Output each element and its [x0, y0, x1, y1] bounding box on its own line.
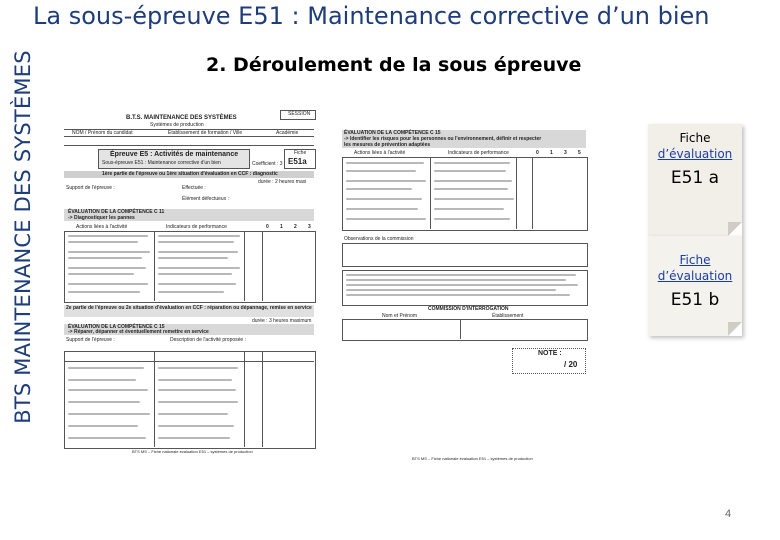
doc-a-effectuee: Effectuée : [182, 185, 206, 191]
doc-a-element: Élément défectueux : [182, 196, 229, 202]
session-label: SESSION [288, 111, 311, 117]
folded-corner [728, 322, 742, 336]
doc-b-actions: Actions liées à l'activité [354, 150, 406, 156]
doc-a-part2: 2e partie de l'épreuve ou 2e situation d'évaluation en CCF : réparation ou dépannage, remise en service [66, 305, 312, 311]
card-a-label-line2[interactable]: d’évaluation [657, 147, 733, 161]
doc-a-eval1-sub: -> Diagnostiquer les pannes [68, 215, 135, 221]
form-e51a-thumbnail [62, 105, 318, 457]
doc-b-etab: Établissement [492, 313, 524, 319]
side-title-text: BTS MAINTENANCE DES SYSTÈMES [11, 50, 35, 424]
doc-a-eval2: ÉVALUATION DE LA COMPÉTENCE C 15 [68, 324, 165, 330]
doc-a-sous-epreuve: Sous-épreuve E51 : Maintenance corrective d'un bien [102, 160, 221, 166]
doc-a-eval1: ÉVALUATION DE LA COMPÉTENCE C 11 [68, 209, 165, 215]
doc-b-eval: ÉVALUATION DE LA COMPÉTENCE C 15 [344, 130, 441, 136]
fiche-e51b-card [648, 236, 742, 336]
doc-a-fiche-code: E51a [288, 157, 307, 166]
fiche-e51a-card [648, 124, 742, 236]
doc-a-actions: Actions liées à l'activité [76, 224, 128, 230]
doc-b-eval-sub: -> Identifier les risques pour les personnes ou l'environnement, définir et respecter les mesures de prévention adaptées [344, 136, 542, 148]
doc-b-note-label: NOTE : [538, 350, 562, 357]
doc-a-duree2: durée : 3 heures maximum [252, 318, 312, 324]
card-a-code: E51 a [670, 168, 720, 188]
doc-a-col3: Académie [276, 130, 299, 136]
doc-a-support: Support de l'épreuve : [66, 185, 115, 191]
doc-a-duree1: durée : 2 heures maxi [258, 179, 307, 185]
doc-a-support2: Support de l'épreuve : [66, 337, 115, 343]
doc-b-indicateurs: Indicateurs de performance [448, 150, 509, 156]
doc-b-score-0: 0 [536, 150, 539, 156]
doc-a-header-sub: Systèmes de production [150, 122, 204, 128]
doc-b-footer: BTS MS – Fiche nationale évaluation E51 – systèmes de production [412, 456, 533, 461]
card-b-code: E51 b [670, 290, 720, 310]
doc-a-eval2-sub: -> Réparer, dépanner et éventuellement remettre en service [68, 329, 209, 335]
doc-b-score-1: 1 [550, 150, 553, 156]
doc-a-coefficient: Coefficient : 3 [252, 161, 283, 167]
doc-a-description: Description de l'activité proposée : [170, 337, 246, 343]
card-b-label-line1[interactable]: Fiche [679, 253, 711, 267]
doc-a-score-3: 3 [308, 224, 311, 230]
doc-a-part1: 1ère partie de l'épreuve ou 1ère situation d'évaluation en CCF : diagnostic [102, 171, 278, 177]
doc-a-indicateurs: Indicateurs de performance [166, 224, 227, 230]
card-a-label-line1: Fiche [679, 131, 711, 145]
doc-a-col1: NOM / Prénom du candidat [72, 130, 133, 136]
doc-a-header: B.T.S. MAINTENANCE DES SYSTÈMES [126, 115, 237, 121]
doc-a-score-2: 2 [294, 224, 297, 230]
doc-a-footer: BTS MS – Fiche nationale évaluation E51 – systèmes de production [132, 449, 253, 454]
doc-a-fiche: Fiche [294, 150, 307, 156]
doc-b-note-max: / 20 [564, 360, 578, 369]
doc-b-score-2: 3 [564, 150, 567, 156]
doc-b-observations: Observations de la commission [344, 236, 414, 242]
doc-a-epreuve: Épreuve E5 : Activités de maintenance [110, 151, 239, 158]
page-title: La sous-épreuve E51 : Maintenance corrective d’un bien [33, 2, 710, 30]
doc-b-nom: Nom et Prénom [382, 313, 418, 319]
folded-corner [728, 222, 742, 236]
card-b-label-line2[interactable]: d’évaluation [657, 269, 733, 283]
doc-a-score-0: 0 [266, 224, 269, 230]
form-e51b-thumbnail [340, 128, 588, 464]
side-title [0, 0, 46, 475]
page-number: 4 [725, 508, 732, 520]
section-subtitle: 2. Déroulement de la sous épreuve [206, 54, 582, 76]
doc-a-score-1: 1 [280, 224, 283, 230]
doc-b-score-3: 5 [578, 150, 581, 156]
doc-b-commission: COMMISSION D'INTERROGATION [428, 306, 509, 312]
doc-a-col2: Etablissement de formation / Ville [168, 130, 243, 136]
